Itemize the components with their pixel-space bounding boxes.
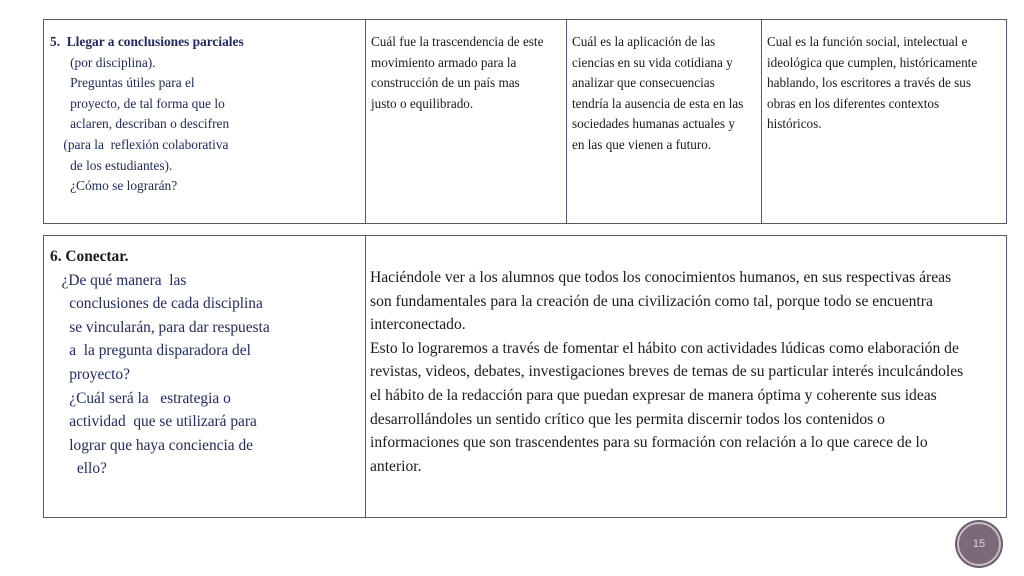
cell-text-line: históricos. (767, 116, 822, 132)
step-6-line: proyecto? (50, 365, 130, 383)
step-5-line: ¿Cómo se lograrán? (50, 178, 178, 194)
science-question-cell (567, 20, 762, 224)
step-5-line: (para la reflexión colaborativa (50, 136, 229, 152)
cell-text-line: construcción de un país mas (371, 75, 520, 91)
step-6-answer-cell (366, 236, 1007, 518)
page-number-badge (957, 522, 1001, 566)
cell-text-line: analizar que consecuencias (572, 75, 715, 91)
cell-text-line: hablando, los escritores a través de sus (767, 75, 971, 91)
answer-line: Esto lo lograremos a través de fomentar el hábito con actividades lúdicas como elaboración de (370, 339, 959, 357)
cell-text-line: movimiento armado para la (371, 54, 517, 70)
step-5-cell (44, 20, 366, 224)
planning-table-section-5 (43, 19, 1007, 224)
cell-text-line: ciencias en su vida cotidiana y (572, 54, 733, 70)
answer-line: informaciones que son trascendentes para su formación con relación a lo que carece de lo (370, 434, 928, 452)
cell-text-line: en las que vienen a futuro. (572, 136, 712, 152)
cell-text-line: Cuál es la aplicación de las (572, 34, 716, 49)
literature-question-cell (762, 20, 1007, 224)
cell-text-line: Cuál fue la trascendencia de este (371, 34, 544, 49)
answer-line: el hábito de la redacción para que puedan expresar de manera óptima y coherente sus ideas (370, 386, 937, 404)
cell-text-line: obras en los diferentes contextos (767, 95, 940, 111)
history-question-cell (366, 20, 567, 224)
answer-line: anterior. (370, 457, 422, 475)
step-6-line: actividad que se utilizará para (50, 413, 257, 431)
step-6-line: a la pregunta disparadora del (50, 342, 251, 360)
answer-line: revistas, videos, debates, investigaciones breves de temas de su particular interés inculcándoles (370, 363, 964, 381)
step-5-line: Preguntas útiles para el (50, 75, 195, 91)
step-5-line: de los estudiantes). (50, 157, 173, 173)
cell-text-line: sociedades humanas actuales y (572, 116, 735, 132)
step-6-cell (44, 236, 366, 518)
answer-line: desarrollándoles un sentido crítico que les permita discernir todos los contenidos o (370, 410, 885, 428)
planning-table-section-6 (43, 235, 1007, 518)
step-6-line: lograr que haya conciencia de (50, 436, 253, 454)
step-6-line: ello? (50, 460, 107, 478)
answer-line: son fundamentales para la creación de una civilización como tal, porque todo se encuentra (370, 292, 933, 310)
step-6-line: ¿De qué manera las (50, 271, 187, 289)
cell-text-line: justo o equilibrado. (371, 95, 474, 111)
cell-text-line: ideológica que cumplen, históricamente (767, 54, 978, 70)
answer-line: Haciéndole ver a los alumnos que todos los conocimientos humanos, en sus respectivas áreas (370, 269, 952, 286)
step-5-line: proyecto, de tal forma que lo (50, 95, 225, 111)
step-5-heading: 5. Llegar a conclusiones parciales (50, 34, 244, 49)
step-6-line: se vincularán, para dar respuesta (50, 318, 270, 336)
step-5-line: (por disciplina). (50, 54, 156, 70)
cell-text-line: tendría la ausencia de esta en las (572, 95, 744, 111)
page-number: 15 (972, 538, 986, 550)
step-6-line: ¿Cuál será la estrategia o (50, 389, 231, 407)
step-5-line: aclaren, describan o descifren (50, 116, 230, 132)
step-6-title: 6. Conectar. (50, 248, 129, 265)
answer-line: interconectado. (370, 316, 466, 334)
step-6-line: conclusiones de cada disciplina (50, 295, 263, 313)
cell-text-line: Cual es la función social, intelectual e (767, 34, 968, 49)
